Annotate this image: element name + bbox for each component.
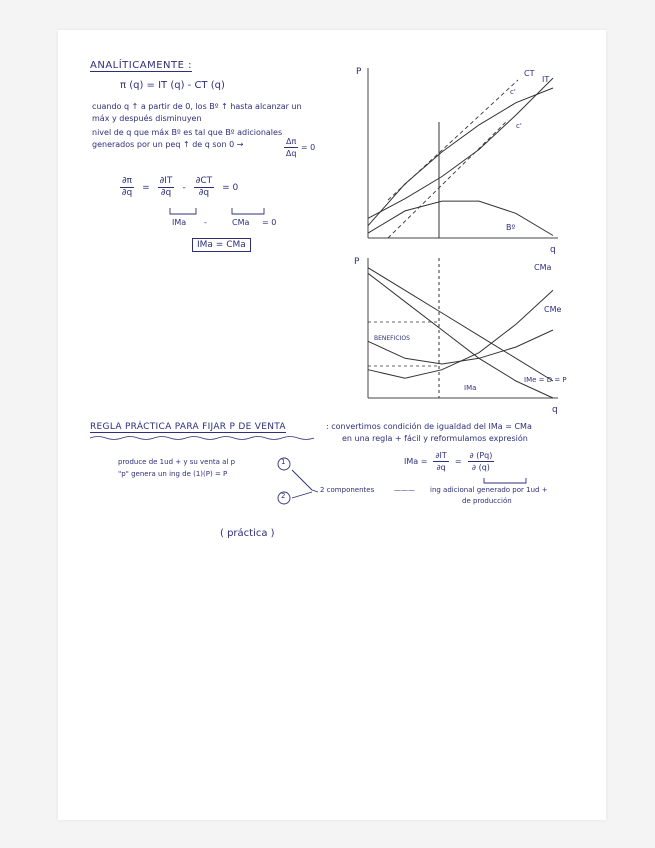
ima-label: IMa (172, 218, 187, 227)
minus-sign: - (204, 218, 207, 227)
rule-text-1: : convertimos condición de igualdad del IMa = CMa (326, 422, 532, 431)
top-label-ct: CT (524, 69, 535, 78)
boxed-condition: IMa = CMa (192, 238, 251, 252)
cma-label: CMa (232, 218, 250, 227)
top-chart (348, 60, 568, 256)
bottom-x-label: q (552, 405, 558, 415)
produce-line-1: produce de 1ud + y su venta al p (118, 458, 236, 466)
text-line-4: generados por un peq ↑ de q son 0 → (92, 140, 244, 149)
curve-ime-d-p (368, 268, 553, 381)
rule-text-2: en una regla + fácil y reformulamos expresión (342, 434, 528, 443)
ing-adicional-2: de producción (462, 497, 512, 505)
bottom-label-ime: IMe = D = P (524, 376, 567, 384)
section-title: ANALÍTICAMENTE : (90, 60, 192, 71)
delta-fraction: $\frac{\Delta\pi}{\Delta q}$ = 0 (285, 137, 316, 158)
benefits-label: BENEFICIOS (374, 335, 410, 342)
dash-arrow: ——— (394, 486, 415, 494)
rule-wavy-underline (88, 434, 328, 442)
paper-sheet (58, 30, 606, 820)
text-line-2: máx y después disminuyen (92, 114, 202, 123)
rule-title: REGLA PRÁCTICA PARA FIJAR P DE VENTA (90, 422, 286, 432)
text-line-3: nivel de q que máx Bº es tal que Bº adicionales (92, 128, 283, 137)
bottom-label-cma: CMa (534, 263, 552, 272)
ima-underbracket (482, 476, 532, 486)
tangent-line-2 (388, 120, 508, 238)
circle-2-label: 2 (281, 492, 286, 500)
text-line-1: cuando q ↑ a partir de 0, los Bº ↑ hasta alcanzar un (92, 102, 302, 111)
bottom-label-cme: CMe (544, 305, 562, 314)
top-label-c2: c' (516, 122, 522, 130)
bottom-label-ima: IMa (464, 384, 477, 392)
top-label-it: IT (542, 75, 550, 84)
under-equals-zero: = 0 (262, 218, 277, 227)
componentes-label: 2 componentes (320, 486, 375, 494)
curve-it (368, 88, 553, 226)
profit-equation: π (q) = IT (q) - CT (q) (120, 80, 225, 91)
ima-equation: IMa = $\frac{\partial IT}{\partial q}$ = $\frac{\partial (Pq)}{\partial (q)}$ (404, 451, 493, 472)
derivative-equation: $\frac{\partial\pi}{\partial q}$ = $\frac{\partial IT}{\partial q}$ - $\frac{\partial CT}{\partial q}$ = 0 (121, 176, 239, 198)
top-x-label: q (550, 245, 556, 255)
ing-adicional-1: ing adicional generado por 1ud + (430, 486, 548, 494)
top-label-b: Bº (506, 223, 516, 232)
top-label-c1: c' (510, 88, 516, 96)
circle-1-label: 1 (281, 458, 286, 466)
bottom-chart (348, 250, 568, 420)
practica-label: ( práctica ) (220, 528, 275, 539)
produce-line-2: "p" genera un ing de (1)(P) = P (118, 470, 228, 478)
top-y-label: P (356, 67, 362, 77)
bottom-y-label: P (354, 257, 360, 267)
